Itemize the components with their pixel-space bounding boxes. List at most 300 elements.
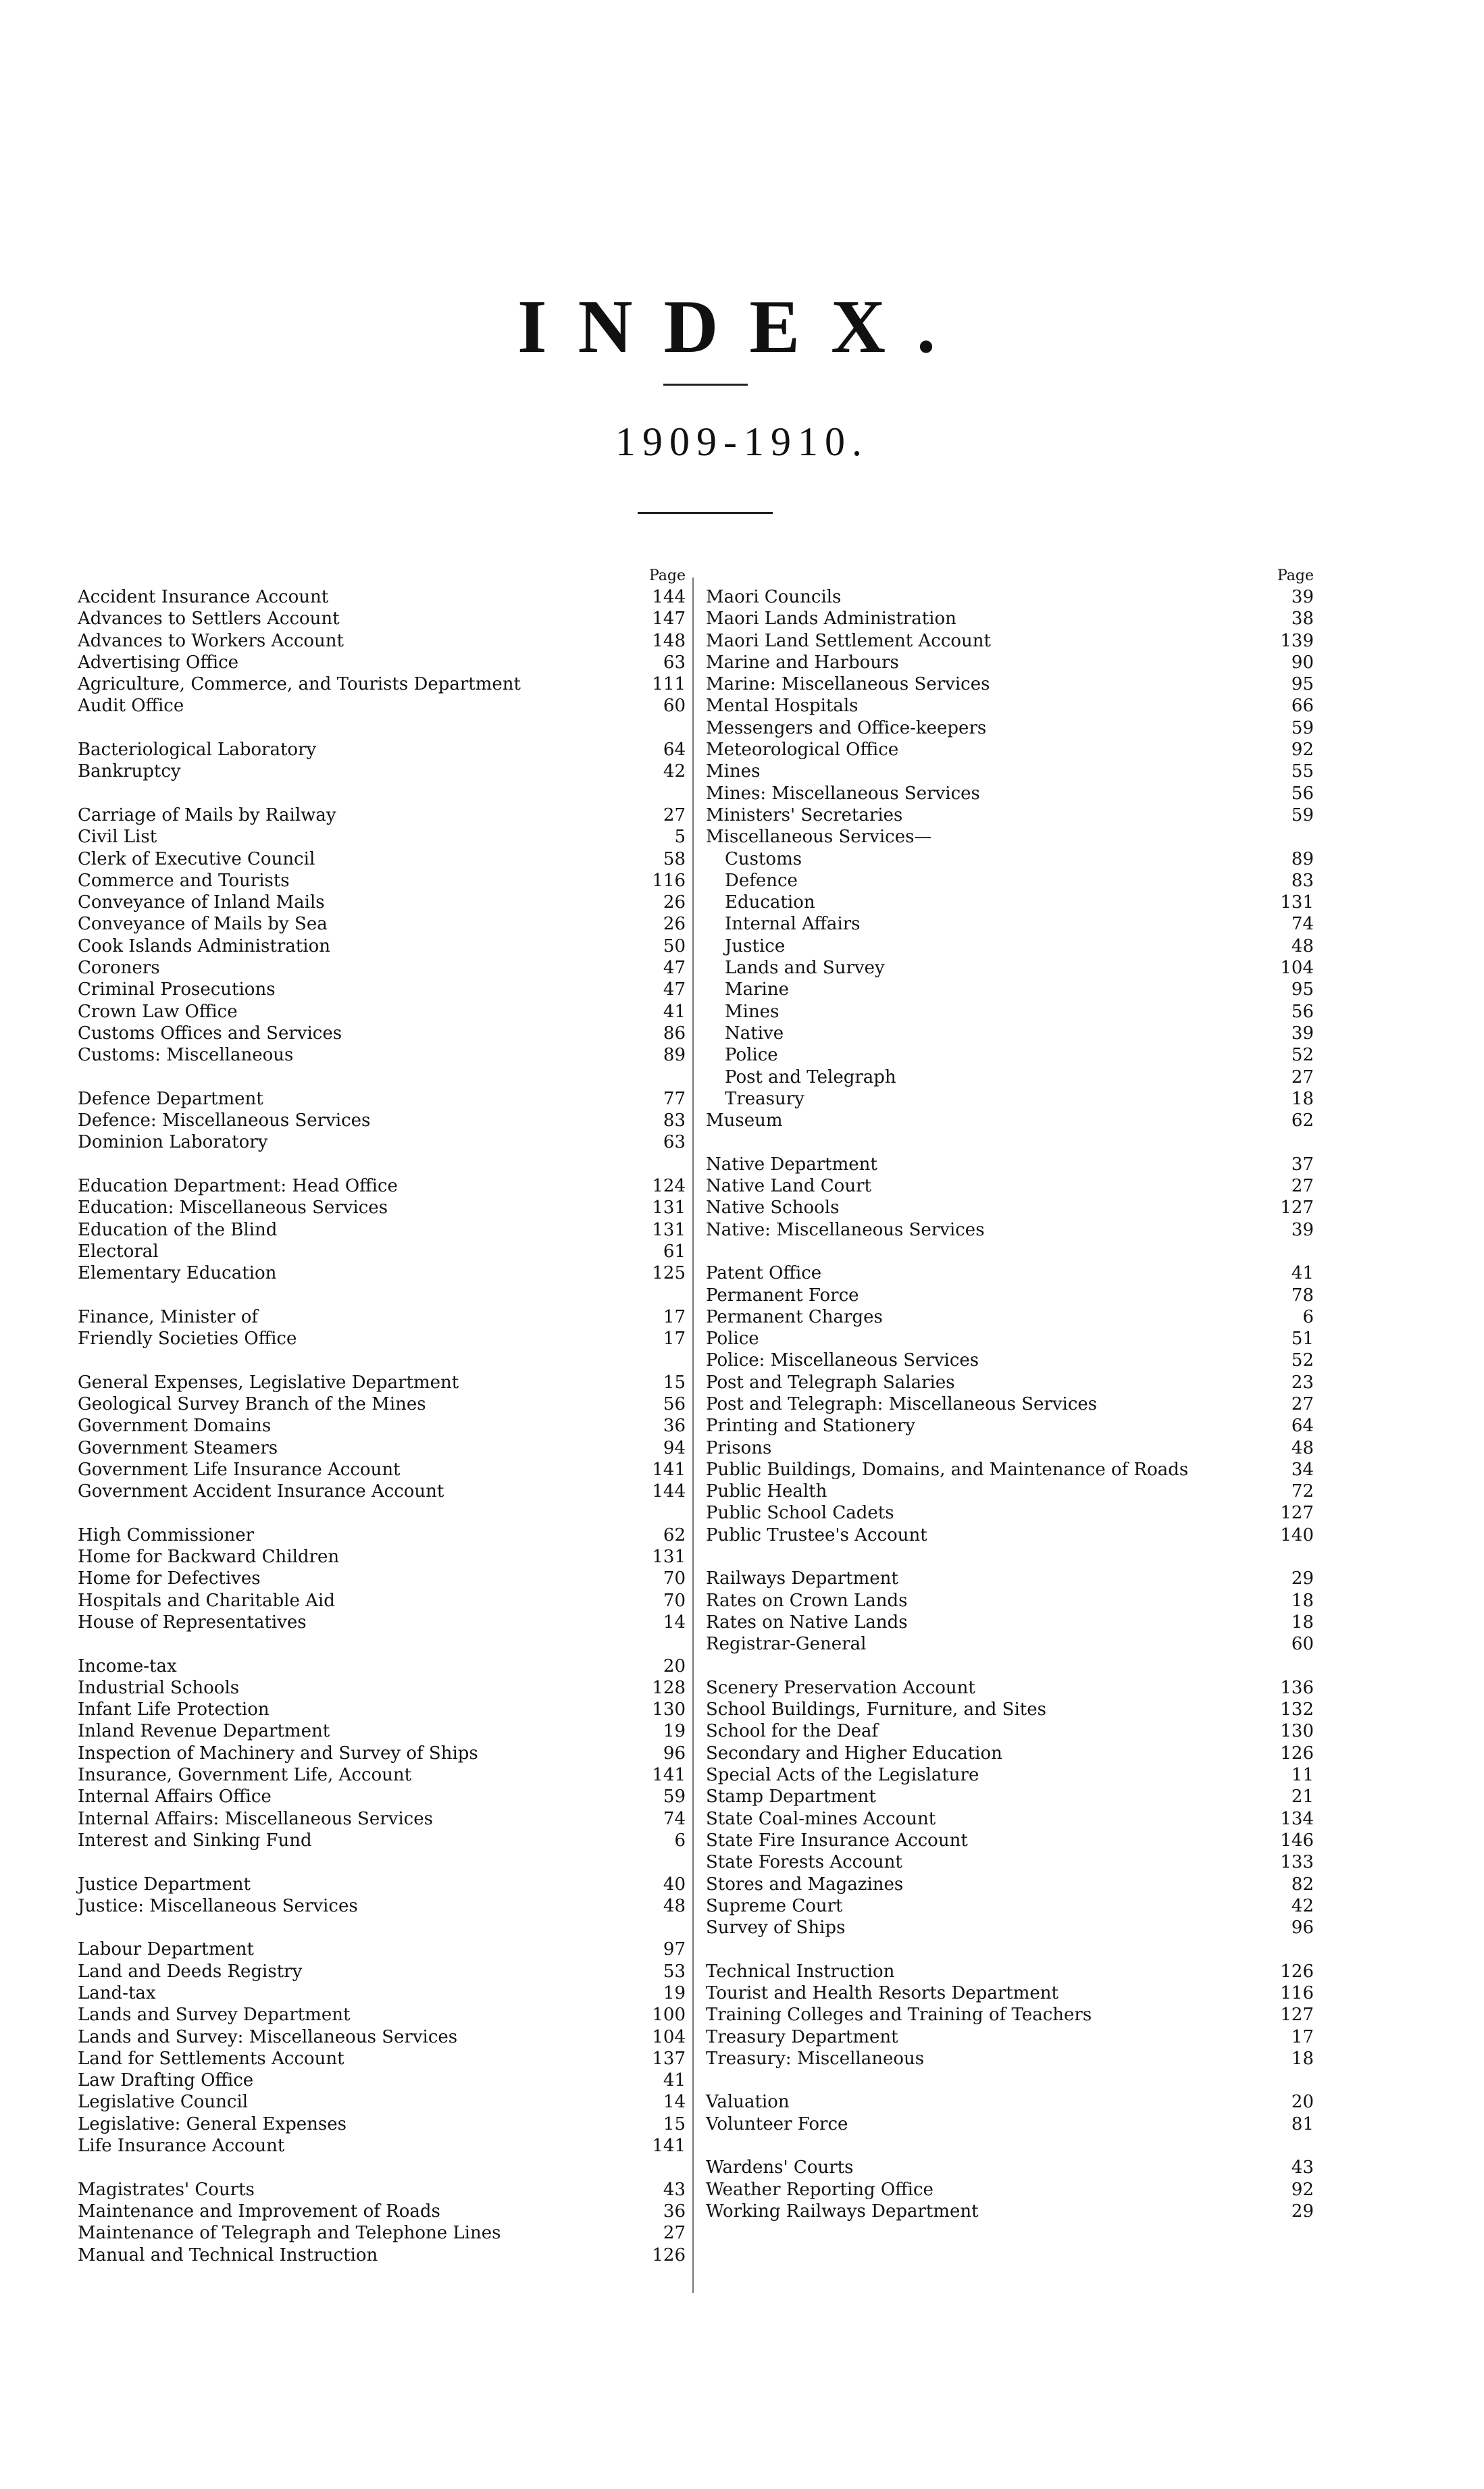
entry-label: Rates on Crown Lands: [706, 1590, 908, 1611]
entry-page-number: 21: [1291, 1787, 1314, 1807]
index-entry: [78, 1699, 686, 1720]
entry-label: Lands and Survey: [725, 958, 885, 979]
entry-label: Working Railways Department: [706, 2201, 979, 2222]
entry-page-number: 11: [1291, 1765, 1314, 1786]
left-entry-list: [78, 586, 686, 2266]
entry-label: Industrial Schools: [78, 1677, 240, 1698]
index-entry: [78, 739, 686, 761]
entry-page-number: 141: [652, 1765, 686, 1786]
index-entry: [706, 1917, 1314, 1939]
entry-label: Scenery Preservation Account: [706, 1677, 975, 1698]
entry-page-number: 18: [1291, 1612, 1314, 1633]
entry-label: Lands and Survey Department: [78, 2005, 351, 2026]
entry-label: Crown Law Office: [78, 1001, 238, 1022]
index-entry: [706, 1524, 1314, 1546]
entry-label: Agriculture, Commerce, and Tourists Department: [78, 674, 521, 695]
index-entry: [706, 1285, 1314, 1306]
entry-page-number: 127: [1280, 1503, 1314, 1524]
index-entry: [706, 1044, 1314, 1066]
index-entry: [706, 1306, 1314, 1328]
entry-page-number: 141: [652, 2136, 686, 2157]
index-entry: [78, 1524, 686, 1546]
index-entry: [78, 804, 686, 826]
entry-page-number: 61: [663, 1241, 686, 1262]
entry-page-number: 51: [1291, 1329, 1314, 1350]
entry-page-number: 128: [652, 1677, 686, 1698]
entry-label: Interest and Sinking Fund: [78, 1830, 312, 1851]
page-title: INDEX.: [517, 285, 967, 369]
index-entry: [706, 1110, 1314, 1131]
entry-page-number: 133: [1280, 1852, 1314, 1873]
index-entry: [706, 1699, 1314, 1720]
entry-gap: [706, 2070, 1314, 2091]
index-entry: [78, 1808, 686, 1830]
entry-page-number: 41: [663, 1001, 686, 1022]
entry-label: Mines: Miscellaneous Services: [706, 783, 980, 804]
entry-label: Manual and Technical Instruction: [78, 2244, 378, 2265]
index-entry: [706, 2091, 1314, 2113]
entry-label: Customs: [725, 848, 802, 869]
index-entry: [78, 1786, 686, 1807]
index-entry: [78, 1895, 686, 1917]
entry-page-number: 47: [663, 958, 686, 979]
entry-gap: [706, 1546, 1314, 1568]
entry-label: Patent Office: [706, 1263, 822, 1284]
entry-page-number: 18: [1291, 2048, 1314, 2069]
index-entry: [706, 826, 1314, 848]
entry-label: Legislative: General Expenses: [78, 2113, 347, 2134]
entry-page-number: 130: [652, 1699, 686, 1720]
entry-gap: [78, 1350, 686, 1371]
entry-page-number: 52: [1291, 1350, 1314, 1371]
entry-page-number: 134: [1280, 1808, 1314, 1829]
entry-page-number: 70: [663, 1568, 686, 1589]
index-entry: [706, 1459, 1314, 1481]
entry-label: High Commissioner: [78, 1524, 255, 1545]
entry-page-number: 18: [1291, 1590, 1314, 1611]
entry-page-number: 36: [663, 1416, 686, 1437]
index-entry: [78, 1023, 686, 1044]
index-entry: [78, 2244, 686, 2266]
index-entry: [706, 1568, 1314, 1589]
entry-page-number: 56: [663, 1393, 686, 1414]
index-entry: [78, 1372, 686, 1393]
index-entry: [706, 2113, 1314, 2135]
entry-label: Maintenance of Telegraph and Telephone Lines: [78, 2223, 501, 2244]
index-entry: [706, 848, 1314, 870]
entry-label: Geological Survey Branch of the Mines: [78, 1393, 426, 1414]
index-entry: [78, 1568, 686, 1589]
index-entry: [78, 1764, 686, 1786]
entry-label: Education of the Blind: [78, 1219, 278, 1240]
entry-page-number: 92: [1291, 2179, 1314, 2200]
entry-page-number: 116: [1280, 1983, 1314, 2003]
entry-label: Labour Department: [78, 1939, 254, 1960]
entry-label: Wardens' Courts: [706, 2157, 854, 2178]
entry-page-number: 139: [1280, 630, 1314, 651]
index-entry: [706, 1067, 1314, 1088]
entry-gap: [78, 1851, 686, 1873]
entry-label: Carriage of Mails by Railway: [78, 804, 336, 825]
entry-page-number: 43: [1291, 2157, 1314, 2178]
entry-label: Public Health: [706, 1481, 827, 1502]
entry-label: Infant Life Protection: [78, 1699, 270, 1720]
index-entry: [706, 2026, 1314, 2048]
index-entry: [78, 979, 686, 1000]
index-entry: [78, 673, 686, 695]
entry-label: State Forests Account: [706, 1852, 902, 1873]
index-entry: [78, 1110, 686, 1131]
entry-label: Stores and Magazines: [706, 1874, 904, 1895]
index-entry: [706, 1851, 1314, 1873]
entry-page-number: 29: [1291, 2201, 1314, 2222]
index-entry: [78, 1961, 686, 1982]
entry-page-number: 55: [1291, 761, 1314, 782]
entry-page-number: 148: [652, 630, 686, 651]
entry-label: Maori Lands Administration: [706, 609, 956, 630]
index-entry: [706, 1219, 1314, 1241]
entry-label: Post and Telegraph: [725, 1067, 896, 1087]
entry-label: Income-tax: [78, 1656, 177, 1676]
index-entry: [706, 1720, 1314, 1742]
index-entry: [706, 652, 1314, 673]
entry-page-number: 39: [1291, 587, 1314, 607]
index-entry: [706, 2201, 1314, 2222]
entry-label: State Coal-mines Account: [706, 1808, 936, 1829]
entry-page-number: 48: [1291, 1437, 1314, 1458]
index-entry: [706, 1001, 1314, 1023]
year-heading: 1909-1910.: [615, 419, 869, 464]
index-entry: [706, 1197, 1314, 1218]
index-entry: [706, 1023, 1314, 1044]
index-entry: [78, 2135, 686, 2157]
entry-label: Police: [725, 1045, 778, 1066]
entry-page-number: 64: [1291, 1416, 1314, 1437]
entry-label: Native Land Court: [706, 1176, 871, 1197]
index-entry: [78, 695, 686, 717]
index-entry: [706, 1590, 1314, 1612]
entry-page-number: 6: [674, 1830, 686, 1851]
entry-label: Printing and Stationery: [706, 1416, 915, 1437]
entry-page-number: 63: [663, 1132, 686, 1153]
entry-label: Legislative Council: [78, 2092, 249, 2113]
entry-label: Education Department: Head Office: [78, 1176, 398, 1197]
entry-page-number: 62: [663, 1524, 686, 1545]
index-entry: [706, 1895, 1314, 1917]
entry-gap: [78, 1917, 686, 1939]
entry-label: Mental Hospitals: [706, 696, 859, 717]
entry-page-number: 130: [1280, 1721, 1314, 1742]
entry-label: Friendly Societies Office: [78, 1329, 297, 1350]
index-entry: [706, 1088, 1314, 1110]
entry-gap: [78, 1285, 686, 1306]
entry-label: Marine: Miscellaneous Services: [706, 674, 990, 695]
entry-label: Home for Backward Children: [78, 1547, 340, 1568]
entry-page-number: 50: [663, 935, 686, 956]
index-entry: [706, 804, 1314, 826]
entry-page-number: 131: [652, 1219, 686, 1240]
entry-page-number: 141: [652, 1459, 686, 1480]
index-entry: [706, 2004, 1314, 2026]
index-entry: [706, 1830, 1314, 1851]
entry-label: Miscellaneous Services—: [706, 827, 932, 848]
entry-page-number: 77: [663, 1088, 686, 1109]
entry-label: Native: Miscellaneous Services: [706, 1219, 985, 1240]
index-entry: [706, 892, 1314, 913]
entry-label: General Expenses, Legislative Department: [78, 1372, 459, 1393]
entry-label: Secondary and Higher Education: [706, 1743, 1002, 1764]
entry-page-number: 15: [663, 1372, 686, 1393]
index-entry: [706, 1808, 1314, 1830]
index-entry: [78, 2026, 686, 2048]
entry-label: Training Colleges and Training of Teachers: [706, 2005, 1092, 2026]
index-entry: [78, 1982, 686, 2004]
entry-label: Education: [725, 892, 815, 913]
entry-page-number: 15: [663, 2113, 686, 2134]
entry-label: Weather Reporting Office: [706, 2179, 933, 2200]
entry-label: Justice: Miscellaneous Services: [78, 1895, 358, 1916]
entry-page-number: 140: [1280, 1524, 1314, 1545]
index-entry: [706, 870, 1314, 892]
entry-label: Stamp Department: [706, 1787, 876, 1807]
entry-page-number: 62: [1291, 1110, 1314, 1131]
index-entry: [78, 608, 686, 630]
entry-label: Land-tax: [78, 1983, 156, 2003]
entry-page-number: 52: [1291, 1045, 1314, 1066]
index-entry: [78, 1219, 686, 1241]
entry-label: Inspection of Machinery and Survey of Ships: [78, 1743, 478, 1764]
entry-label: Customs Offices and Services: [78, 1023, 342, 1044]
index-entry: [78, 2222, 686, 2244]
entry-page-number: 40: [663, 1874, 686, 1895]
index-entry: [706, 957, 1314, 979]
index-entry: [78, 1939, 686, 1960]
index-entry: [706, 695, 1314, 717]
entry-page-number: 27: [663, 2223, 686, 2244]
entry-label: Ministers' Secretaries: [706, 804, 903, 825]
entry-page-number: 136: [1280, 1677, 1314, 1698]
entry-label: Bankruptcy: [78, 761, 181, 782]
entry-label: Government Steamers: [78, 1437, 278, 1458]
index-entry: [78, 935, 686, 957]
entry-label: Native Department: [706, 1154, 877, 1175]
entry-label: Railways Department: [706, 1568, 898, 1589]
entry-page-number: 147: [652, 609, 686, 630]
index-entry: [706, 630, 1314, 652]
right-page-header: Page: [1277, 567, 1314, 584]
index-entry: [78, 630, 686, 652]
entry-page-number: 92: [1291, 740, 1314, 761]
column-divider: [692, 578, 694, 2293]
index-entry: [78, 652, 686, 673]
index-entry: [78, 1262, 686, 1284]
entry-label: Volunteer Force: [706, 2113, 848, 2134]
entry-label: Land for Settlements Account: [78, 2048, 344, 2069]
index-entry: [78, 1830, 686, 1851]
entry-page-number: 126: [1280, 1961, 1314, 1982]
index-entry: [78, 2048, 686, 2070]
entry-page-number: 20: [663, 1656, 686, 1676]
index-entry: [78, 848, 686, 870]
index-entry: [78, 1197, 686, 1218]
entry-page-number: 43: [663, 2179, 686, 2200]
index-entry: [78, 2179, 686, 2201]
entry-label: Law Drafting Office: [78, 2070, 254, 2091]
entry-label: Permanent Charges: [706, 1306, 883, 1327]
index-entry: [78, 870, 686, 892]
entry-label: Supreme Court: [706, 1895, 843, 1916]
index-entry: [78, 1590, 686, 1612]
entry-label: School Buildings, Furniture, and Sites: [706, 1699, 1046, 1720]
entry-page-number: 34: [1291, 1459, 1314, 1480]
entry-label: Defence Department: [78, 1088, 263, 1109]
index-entry: [78, 1393, 686, 1415]
index-entry: [706, 913, 1314, 935]
entry-page-number: 5: [674, 827, 686, 848]
entry-page-number: 89: [1291, 848, 1314, 869]
entry-label: Audit Office: [78, 696, 184, 717]
entry-page-number: 59: [1291, 717, 1314, 738]
entry-label: Treasury: [725, 1088, 804, 1109]
entry-label: School for the Deaf: [706, 1721, 879, 1742]
entry-label: State Fire Insurance Account: [706, 1830, 968, 1851]
entry-label: Police: Miscellaneous Services: [706, 1350, 979, 1371]
entry-page-number: 27: [1291, 1176, 1314, 1197]
index-entry: [78, 1044, 686, 1066]
entry-label: Maori Councils: [706, 587, 842, 607]
entry-label: Customs: Miscellaneous: [78, 1045, 294, 1066]
entry-page-number: 14: [663, 2092, 686, 2113]
entry-label: Advertising Office: [78, 652, 239, 673]
entry-page-number: 27: [1291, 1393, 1314, 1414]
index-entry: [78, 1001, 686, 1023]
entry-label: Electoral: [78, 1241, 159, 1262]
entry-page-number: 144: [652, 587, 686, 607]
entry-label: Magistrates' Courts: [78, 2179, 255, 2200]
entry-label: Education: Miscellaneous Services: [78, 1198, 388, 1218]
entry-label: Public Buildings, Domains, and Maintenance of Roads: [706, 1459, 1189, 1480]
index-entry: [706, 935, 1314, 957]
entry-label: Prisons: [706, 1437, 772, 1458]
entry-page-number: 124: [652, 1176, 686, 1197]
index-entry: [78, 1743, 686, 1764]
index-entry: [706, 1328, 1314, 1350]
index-entry: [706, 1982, 1314, 2004]
entry-page-number: 82: [1291, 1874, 1314, 1895]
entry-gap: [78, 1154, 686, 1175]
index-entry: [706, 1481, 1314, 1502]
entry-label: Justice Department: [78, 1874, 251, 1895]
index-entry: [78, 2070, 686, 2091]
index-entry: [706, 2048, 1314, 2070]
index-entry: [78, 913, 686, 935]
entry-label: Meteorological Office: [706, 740, 899, 761]
entry-page-number: 41: [1291, 1263, 1314, 1284]
entry-page-number: 64: [663, 740, 686, 761]
index-entry: [706, 1633, 1314, 1655]
entry-page-number: 42: [1291, 1895, 1314, 1916]
index-entry: [706, 1154, 1314, 1175]
entry-label: Finance, Minister of: [78, 1306, 258, 1327]
entry-page-number: 126: [1280, 1743, 1314, 1764]
entry-label: Land and Deeds Registry: [78, 1961, 303, 1982]
entry-page-number: 96: [663, 1743, 686, 1764]
entry-label: Coroners: [78, 958, 160, 979]
index-entry: [78, 1874, 686, 1895]
entry-label: Police: [706, 1329, 759, 1350]
entry-page-number: 90: [1291, 652, 1314, 673]
entry-page-number: 47: [663, 979, 686, 1000]
entry-label: Defence: Miscellaneous Services: [78, 1110, 371, 1131]
index-entry: [78, 1437, 686, 1459]
entry-label: Treasury: Miscellaneous: [706, 2048, 925, 2069]
index-entry: [706, 2179, 1314, 2201]
entry-page-number: 59: [663, 1787, 686, 1807]
entry-label: Insurance, Government Life, Account: [78, 1765, 412, 1786]
index-entry: [706, 1874, 1314, 1895]
entry-page-number: 56: [1291, 783, 1314, 804]
index-entry: [706, 1372, 1314, 1393]
entry-page-number: 131: [652, 1547, 686, 1568]
entry-page-number: 6: [1302, 1306, 1314, 1327]
entry-label: Treasury Department: [706, 2026, 898, 2047]
entry-label: Conveyance of Inland Mails: [78, 892, 325, 913]
entry-page-number: 127: [1280, 1198, 1314, 1218]
entry-label: Registrar-General: [706, 1634, 867, 1655]
entry-label: Survey of Ships: [706, 1918, 846, 1939]
index-entry: [706, 1743, 1314, 1764]
entry-gap: [706, 1656, 1314, 1677]
entry-page-number: 104: [652, 2026, 686, 2047]
entry-page-number: 19: [663, 1983, 686, 2003]
entry-label: Maori Land Settlement Account: [706, 630, 991, 651]
right-index-column: [706, 567, 1314, 2222]
entry-label: Government Life Insurance Account: [78, 1459, 401, 1480]
index-entry: [706, 1262, 1314, 1284]
entry-gap: [706, 1939, 1314, 1960]
entry-gap: [78, 1502, 686, 1524]
entry-label: Cook Islands Administration: [78, 935, 330, 956]
entry-gap: [78, 783, 686, 804]
entry-page-number: 23: [1291, 1372, 1314, 1393]
entry-page-number: 78: [1291, 1285, 1314, 1306]
entry-label: Mines: [706, 761, 761, 782]
entry-page-number: 19: [663, 1721, 686, 1742]
entry-page-number: 60: [663, 696, 686, 717]
entry-label: Tourist and Health Resorts Department: [706, 1983, 1058, 2003]
entry-page-number: 89: [663, 1045, 686, 1066]
entry-page-number: 27: [663, 804, 686, 825]
index-entry: [78, 1328, 686, 1350]
entry-label: Criminal Prosecutions: [78, 979, 276, 1000]
entry-page-number: 48: [663, 1895, 686, 1916]
index-entry: [78, 892, 686, 913]
index-entry: [706, 2157, 1314, 2178]
entry-page-number: 17: [663, 1329, 686, 1350]
entry-page-number: 29: [1291, 1568, 1314, 1589]
index-entry: [78, 1175, 686, 1197]
index-entry: [78, 586, 686, 608]
entry-gap: [78, 2157, 686, 2178]
index-entry: [78, 2201, 686, 2222]
entry-label: Internal Affairs Office: [78, 1787, 272, 1807]
entry-page-number: 38: [1291, 609, 1314, 630]
index-entry: [706, 586, 1314, 608]
entry-label: Technical Instruction: [706, 1961, 895, 1982]
index-entry: [706, 979, 1314, 1000]
left-page-header: Page: [648, 567, 686, 584]
index-entry: [706, 761, 1314, 782]
